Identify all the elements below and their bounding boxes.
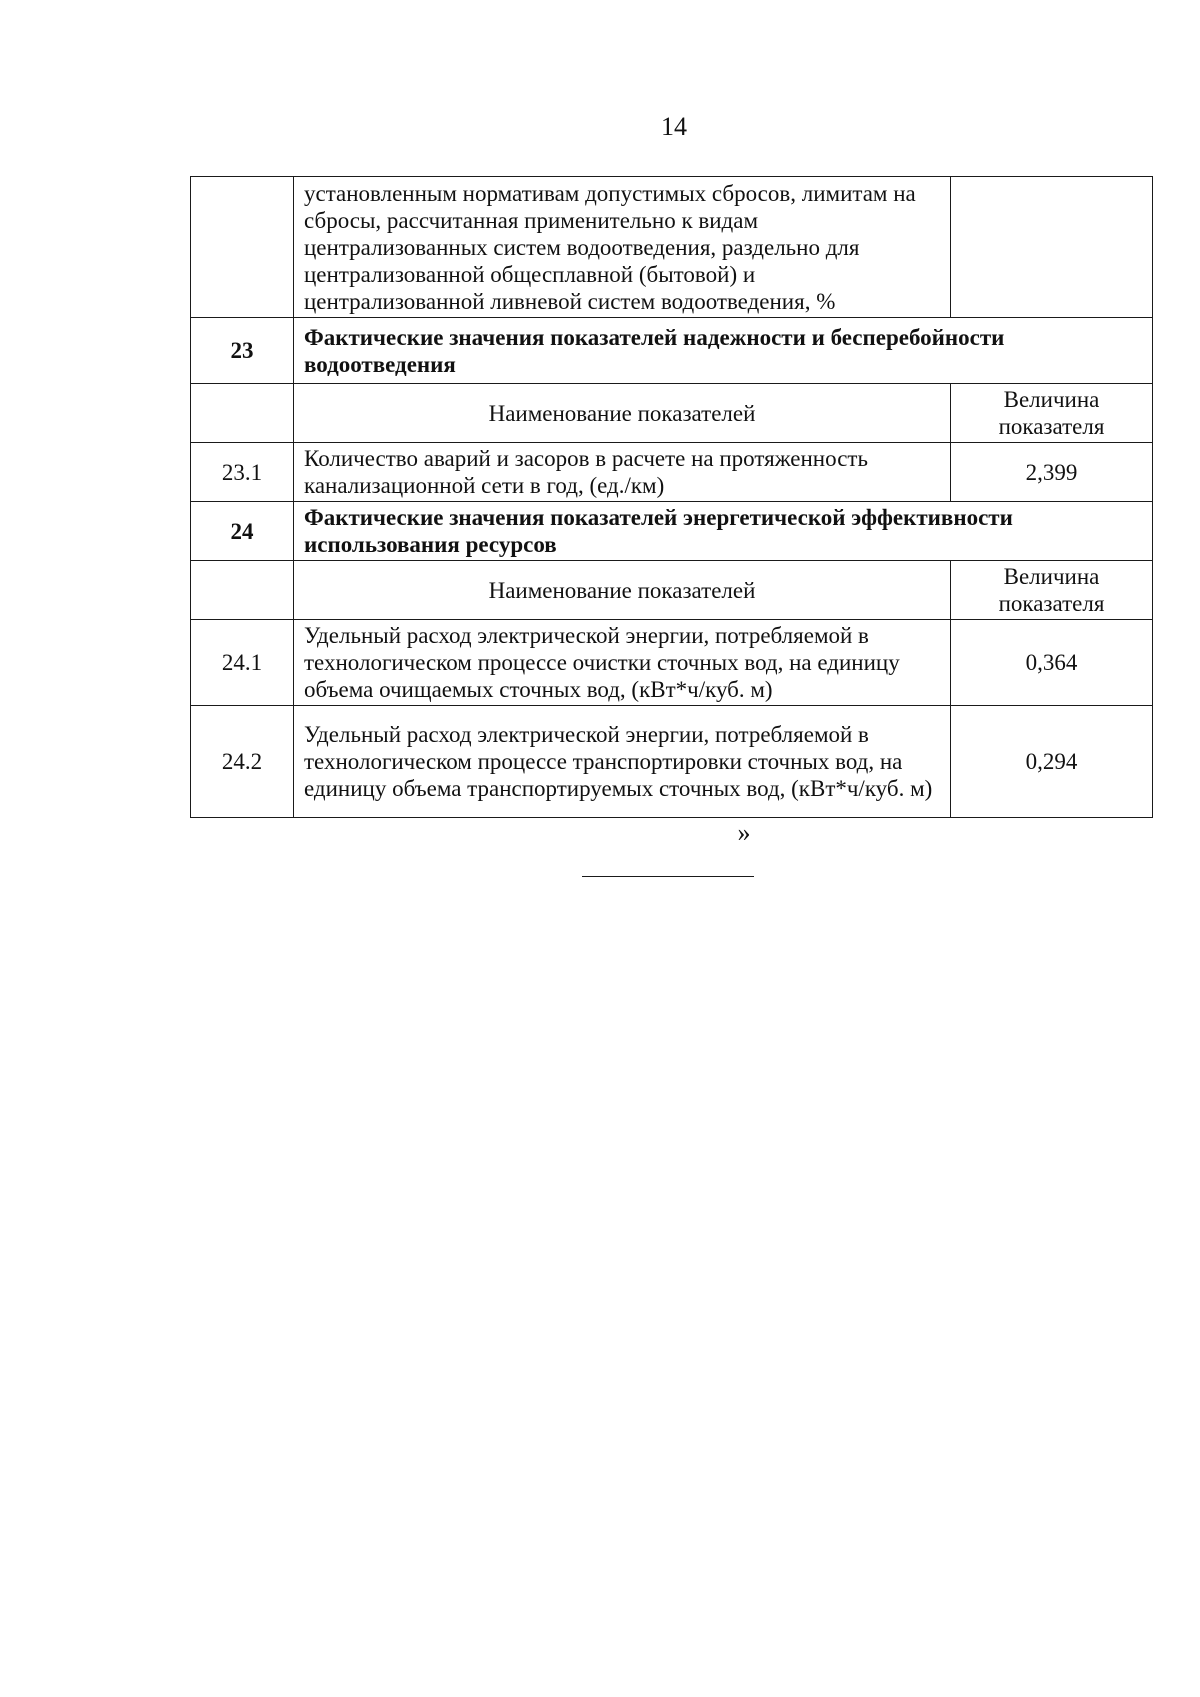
end-divider — [582, 876, 754, 877]
section-title: Фактические значения показателей энергетической эффективности использования ресурсов — [294, 502, 1153, 561]
indicators-table — [190, 176, 1153, 818]
row-number-cell — [191, 384, 294, 443]
row-number-cell — [191, 561, 294, 620]
indicator-value: 2,399 — [951, 443, 1153, 502]
table-row — [191, 620, 1153, 706]
column-header-value: Величина показателя — [951, 384, 1153, 443]
row-number: 24.2 — [191, 706, 294, 818]
column-header-row — [191, 384, 1153, 443]
row-number-cell — [191, 177, 294, 318]
section-header-row — [191, 318, 1153, 384]
section-number: 23 — [191, 318, 294, 384]
closing-quote-mark: » — [737, 818, 751, 847]
indicator-value: 0,294 — [951, 706, 1153, 818]
column-header-name: Наименование показателей — [294, 384, 951, 443]
indicator-value: 0,364 — [951, 620, 1153, 706]
row-number: 23.1 — [191, 443, 294, 502]
table-row — [191, 177, 1153, 318]
indicator-name: Удельный расход электрической энергии, потребляемой в технологическом процессе транспортировки сточных вод, на единицу объема транспортируемых сточных вод, (кВт*ч/куб. м) — [294, 706, 951, 818]
row-number: 24.1 — [191, 620, 294, 706]
page-number — [0, 112, 1200, 142]
table-row — [191, 443, 1153, 502]
section-number: 24 — [191, 502, 294, 561]
column-header-name: Наименование показателей — [294, 561, 951, 620]
column-header-value: Величина показателя — [951, 561, 1153, 620]
section-title: Фактические значения показателей надежности и бесперебойности водоотведения — [294, 318, 1153, 384]
indicator-name: Удельный расход электрической энергии, потребляемой в технологическом процессе очистки сточных вод, на единицу объема очищаемых сточных вод, (кВт*ч/куб. м) — [294, 620, 951, 706]
continuation-text: установленным нормативам допустимых сбросов, лимитам на сбросы, рассчитанная применительно к видам централизованных систем водоотведения, раздельно для централизованной общесплавной (бытовой) и централизованной ливневой систем водоотведения, % — [294, 177, 951, 318]
page-number-text: 14 — [661, 112, 687, 141]
column-header-row — [191, 561, 1153, 620]
section-header-row — [191, 502, 1153, 561]
value-cell — [951, 177, 1153, 318]
indicator-name: Количество аварий и засоров в расчете на протяженность канализационной сети в год, (ед./км) — [294, 443, 951, 502]
table-row — [191, 706, 1153, 818]
closing-quote — [0, 818, 1200, 848]
